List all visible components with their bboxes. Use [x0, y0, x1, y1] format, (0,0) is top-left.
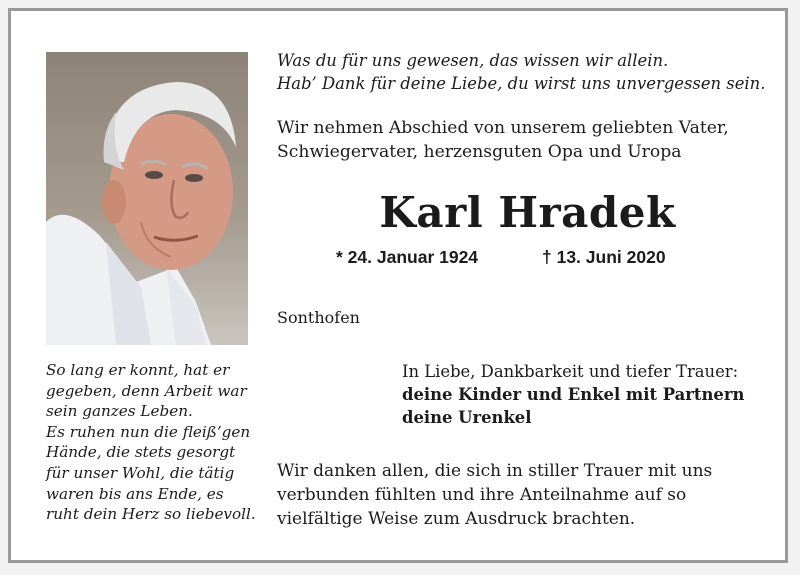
poem-line: So lang er konnt, hat er [46, 361, 230, 379]
birth-date: * 24. Januar 1924 [336, 247, 479, 267]
poem-line: Es ruhen nun die fleiß’gen [46, 422, 251, 441]
poem-line: waren bis ans Ende, es [46, 484, 224, 503]
death-date: † 13. Juni 2020 [542, 247, 666, 267]
top-poem-line: Hab’ Dank für deine Liebe, du wirst uns unvergessen sein. [277, 74, 766, 93]
thanks-note [277, 459, 777, 531]
poem-line: sein ganzes Leben. [46, 402, 193, 421]
intro-line: Wir nehmen Abschied von unserem geliebten Vater, [277, 118, 729, 138]
poem-line: gegeben, denn Arbeit war [46, 381, 247, 400]
mourners-intro: In Liebe, Dankbarkeit und tiefer Trauer: [402, 362, 739, 381]
portrait-photo [46, 52, 248, 345]
intro-line: Schwiegervater, herzensguten Opa und Uropa [277, 142, 682, 162]
thanks-line: Wir danken allen, die sich in stiller Trauer mit uns [277, 461, 713, 481]
top-poem [277, 49, 765, 95]
thanks-line: verbunden fühlten und ihre Anteilnahme auf so [277, 485, 687, 505]
mourners-family: deine Kinder und Enkel mit Partnern [402, 385, 745, 404]
life-dates [336, 247, 666, 268]
memorial-poem [46, 360, 261, 525]
top-poem-line: Was du für uns gewesen, das wissen wir allein. [277, 51, 669, 70]
poem-line: ruht dein Herz so liebevoll. [46, 505, 256, 524]
poem-line: Hände, die stets gesorgt [46, 443, 236, 462]
deceased-name: Karl Hradek [379, 188, 676, 237]
mourners-family: deine Urenkel [402, 408, 532, 427]
thanks-line: vielfältige Weise zum Ausdruck brachten. [277, 509, 636, 529]
farewell-intro [277, 116, 729, 164]
mourners-block [402, 360, 744, 429]
residence-place: Sonthofen [277, 308, 360, 327]
poem-line: für unser Wohl, die tätig [46, 463, 235, 482]
portrait-illustration [46, 52, 248, 345]
